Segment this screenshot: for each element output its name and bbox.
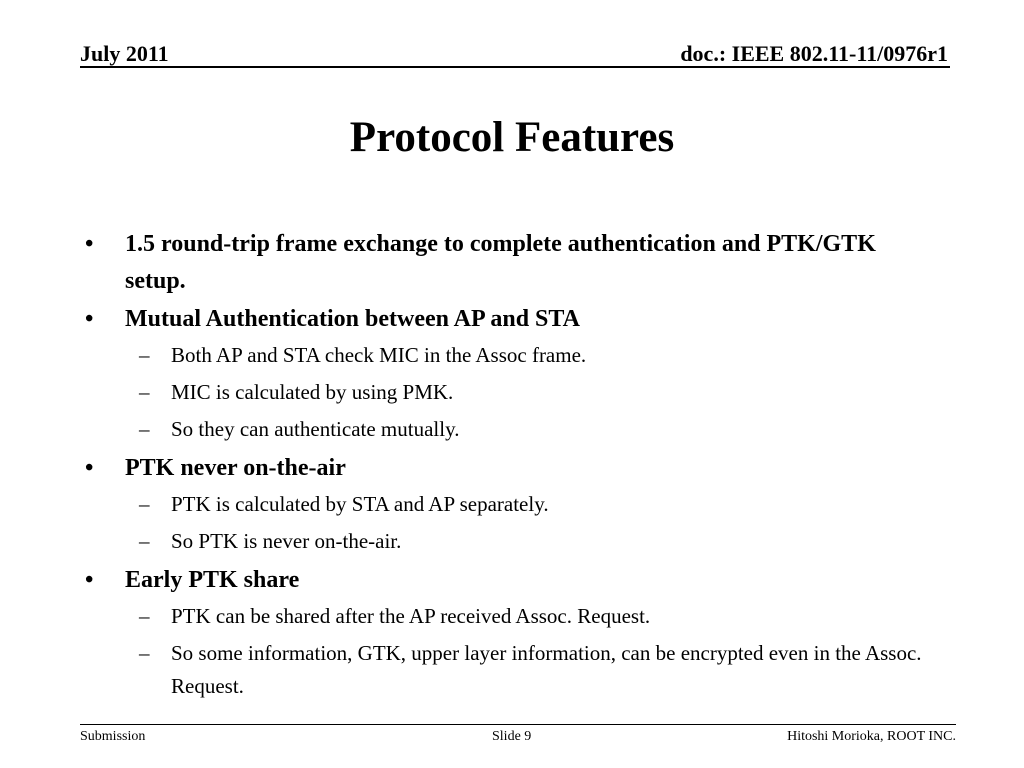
bullet-item <box>85 301 925 338</box>
footer-author: Hitoshi Morioka, ROOT INC. <box>787 729 956 744</box>
sub-bullet-item <box>85 488 925 521</box>
bullet-text: Early PTK share <box>125 567 300 593</box>
footer-submission: Submission <box>80 729 146 744</box>
sub-bullet-item <box>85 525 925 558</box>
bullet-text: 1.5 round-trip frame exchange to complete authentication and PTK/GTK setup. <box>125 231 876 294</box>
bullet-icon: • <box>85 455 94 481</box>
bullet-item <box>85 562 925 599</box>
sub-bullet-item <box>85 637 925 703</box>
dash-icon: – <box>139 380 150 404</box>
bullet-text: Mutual Authentication between AP and STA <box>125 306 580 332</box>
sub-bullet-text: PTK can be shared after the AP received Assoc. Request. <box>171 604 651 628</box>
bullet-text: PTK never on-the-air <box>125 455 346 481</box>
bullet-icon: • <box>85 306 94 332</box>
sub-bullet-text: MIC is calculated by using PMK. <box>171 380 454 404</box>
sub-bullet-item <box>85 600 925 633</box>
bullet-icon: • <box>85 567 94 593</box>
slide-body <box>85 226 925 707</box>
footer-slide-number: Slide 9 <box>492 729 532 744</box>
dash-icon: – <box>139 604 150 628</box>
bullet-icon: • <box>85 231 94 257</box>
sub-bullet-text: So PTK is never on-the-air. <box>171 529 402 553</box>
bullet-item <box>85 226 925 300</box>
dash-icon: – <box>139 529 150 553</box>
dash-icon: – <box>139 492 150 516</box>
sub-bullet-text: PTK is calculated by STA and AP separately. <box>171 492 549 516</box>
sub-bullet-text: Both AP and STA check MIC in the Assoc frame. <box>171 343 587 367</box>
dash-icon: – <box>139 343 150 367</box>
bullet-item <box>85 450 925 487</box>
slide-title: Protocol Features <box>349 114 675 161</box>
dash-icon: – <box>139 417 150 441</box>
header-date: July 2011 <box>80 41 169 66</box>
sub-bullet-item <box>85 339 925 372</box>
dash-icon: – <box>139 641 150 665</box>
sub-bullet-item <box>85 376 925 409</box>
header-doc-id: doc.: IEEE 802.11-11/0976r1 <box>680 41 948 66</box>
footer-divider <box>80 724 956 725</box>
sub-bullet-text: So some information, GTK, upper layer information, can be encrypted even in the Assoc. Request. <box>171 641 922 698</box>
sub-bullet-item <box>85 413 925 446</box>
sub-bullet-text: So they can authenticate mutually. <box>171 417 460 441</box>
header-divider <box>80 66 950 68</box>
